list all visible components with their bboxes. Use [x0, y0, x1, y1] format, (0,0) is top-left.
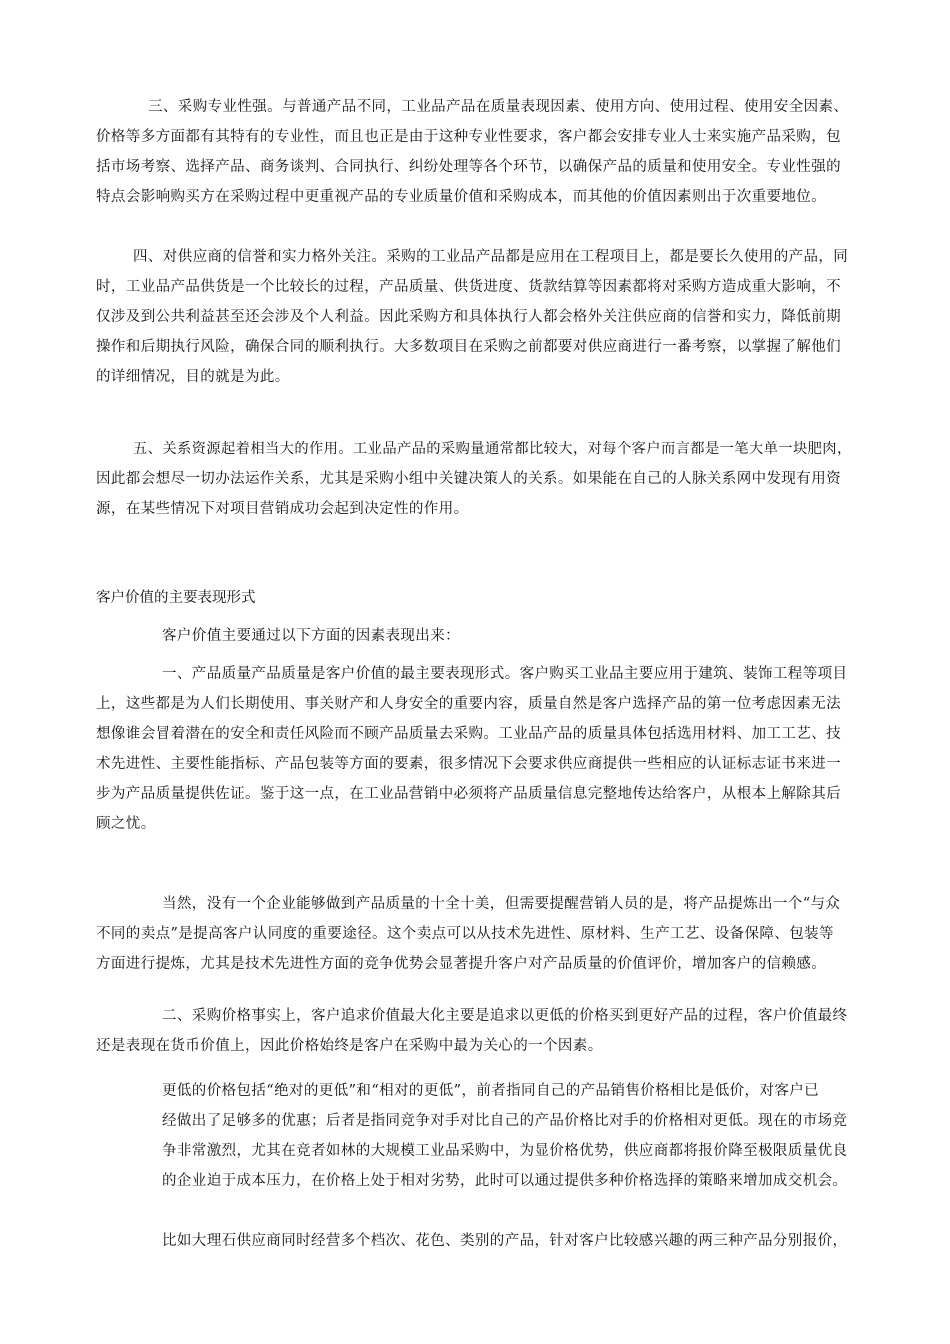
text-line: 更低的价格包括“绝对的更低”和“相对的更低”，前者指同自己的产品销售价格相比是低价，对客户已 [162, 1083, 820, 1099]
paragraph-procurement-price [96, 1001, 856, 1061]
text-line: 括市场考察、选择产品、商务谈判、合同执行、纠纷处理等各个环节，以确保产品的质量和使用安全。专业性强的 [96, 159, 841, 175]
text-line: 四、对供应商的信誉和实力格外关注。采购的工业品产品都是应用在工程项目上，都是要长久使用的产品，同 [133, 249, 849, 265]
text-line: 因此都会想尽一切办法运作关系，尤其是采购小组中关键决策人的关系。如果能在自己的人脉关系网中发现有用资 [96, 471, 841, 487]
text-line: 比如大理石供应商同时经营多个档次、花色、类别的产品，针对客户比较感兴趣的两三种产品分别报价， [162, 1233, 848, 1249]
text-line: 操作和后期执行风险，确保合同的顺利执行。大多数项目在采购之前都要对供应商进行一番考察，以掌握了解他们 [96, 339, 841, 355]
text-line: 一、产品质量产品质量是客户价值的最主要表现形式。客户购买工业品主要应用于建筑、装饰工程等项目 [162, 666, 848, 682]
text-line: 不同的卖点”是提高客户认同度的重要途径。这个卖点可以从技术先进性、原材料、生产工艺、设备保障、包装等 [96, 926, 834, 942]
text-line: 价格等多方面都有其特有的专业性，而且也正是由于这种专业性要求，客户都会安排专业人士来实施产品采购，包 [96, 129, 841, 145]
text-line: 还是表现在货币价值上，因此价格始终是客户在采购中最为关心的一个因素。 [96, 1038, 603, 1054]
text-line: 的详细情况，目的就是为此。 [96, 369, 290, 385]
text-line: 想像谁会冒着潜在的安全和责任风险而不顾产品质量去采购。工业品产品的质量具体包括选用材料、加工工艺、技 [96, 726, 841, 742]
text-line: 的企业迫于成本压力，在价格上处于相对劣势，此时可以通过提供多种价格选择的策略来增加成交机会。 [162, 1173, 848, 1189]
paragraph-selling-point [96, 889, 856, 979]
text-line: 客户价值主要通过以下方面的因素表现出来： [162, 628, 460, 644]
text-line: 争非常激烈，尤其在竞者如林的大规模工业品采购中，为显价格优势，供应商都将报价降至极限质量优良 [162, 1143, 848, 1159]
paragraph-intro [96, 621, 856, 651]
text-line: 特点会影响购买方在采购过程中更重视产品的专业质量价值和采购成本，而其他的价值因素则出于次重要地位。 [96, 189, 827, 205]
paragraph-marble-example [162, 1226, 856, 1256]
text-line: 顾之忧。 [96, 816, 156, 832]
text-line: 三、采购专业性强。与普通产品不同，工业品产品在质量表现因素、使用方向、使用过程、使用安全因素、 [148, 99, 849, 115]
text-line: 五、关系资源起着相当大的作用。工业品产品的采购量通常都比较大，对每个客户而言都是一笔大单一块肥肉， [133, 441, 852, 457]
paragraph-lower-price [162, 1076, 856, 1196]
paragraph-supplier-reputation [96, 242, 856, 392]
text-line: 经做出了足够多的优惠；后者是指同竞争对手对比自己的产品价格比对手的价格相对更低。现在的市场竞 [162, 1113, 848, 1129]
paragraph-relationship-resources [96, 434, 856, 524]
text-line: 二、采购价格事实上，客户追求价值最大化主要是追求以更低的价格买到更好产品的过程，客户价值最终 [162, 1008, 848, 1024]
text-line: 方面进行提炼，尤其是技术先进性方面的竞争优势会显著提升客户对产品质量的价值评价，增加客户的信赖感。 [96, 956, 827, 972]
text-line: 时，工业品产品供货是一个比较长的过程，产品质量、供货进度、货款结算等因素都将对采购方造成重大影响，不 [96, 279, 841, 295]
text-line: 源，在某些情况下对项目营销成功会起到决定性的作用。 [96, 501, 469, 517]
text-line: 术先进性、主要性能指标、产品包装等方面的要素，很多情况下会要求供应商提供一些相应的认证标志证书来进一 [96, 756, 841, 772]
section-heading: 客户价值的主要表现形式 [96, 590, 256, 606]
paragraph-procurement-professionalism [96, 92, 856, 212]
text-line: 仅涉及到公共利益甚至还会涉及个人利益。因此采购方和具体执行人都会格外关注供应商的信誉和实力，降低前期 [96, 309, 841, 325]
paragraph-product-quality [96, 659, 856, 839]
text-line: 步为产品质量提供佐证。鉴于这一点，在工业品营销中必须将产品质量信息完整地传达给客户，从根本上解除其后 [96, 786, 841, 802]
text-line: 当然，没有一个企业能够做到产品质量的十全十美，但需要提醒营销人员的是，将产品提炼出一个“与众 [162, 896, 841, 912]
text-line: 上，这些都是为人们长期使用、事关财产和人身安全的重要内容，质量自然是客户选择产品的第一位考虑因素无法 [96, 696, 841, 712]
